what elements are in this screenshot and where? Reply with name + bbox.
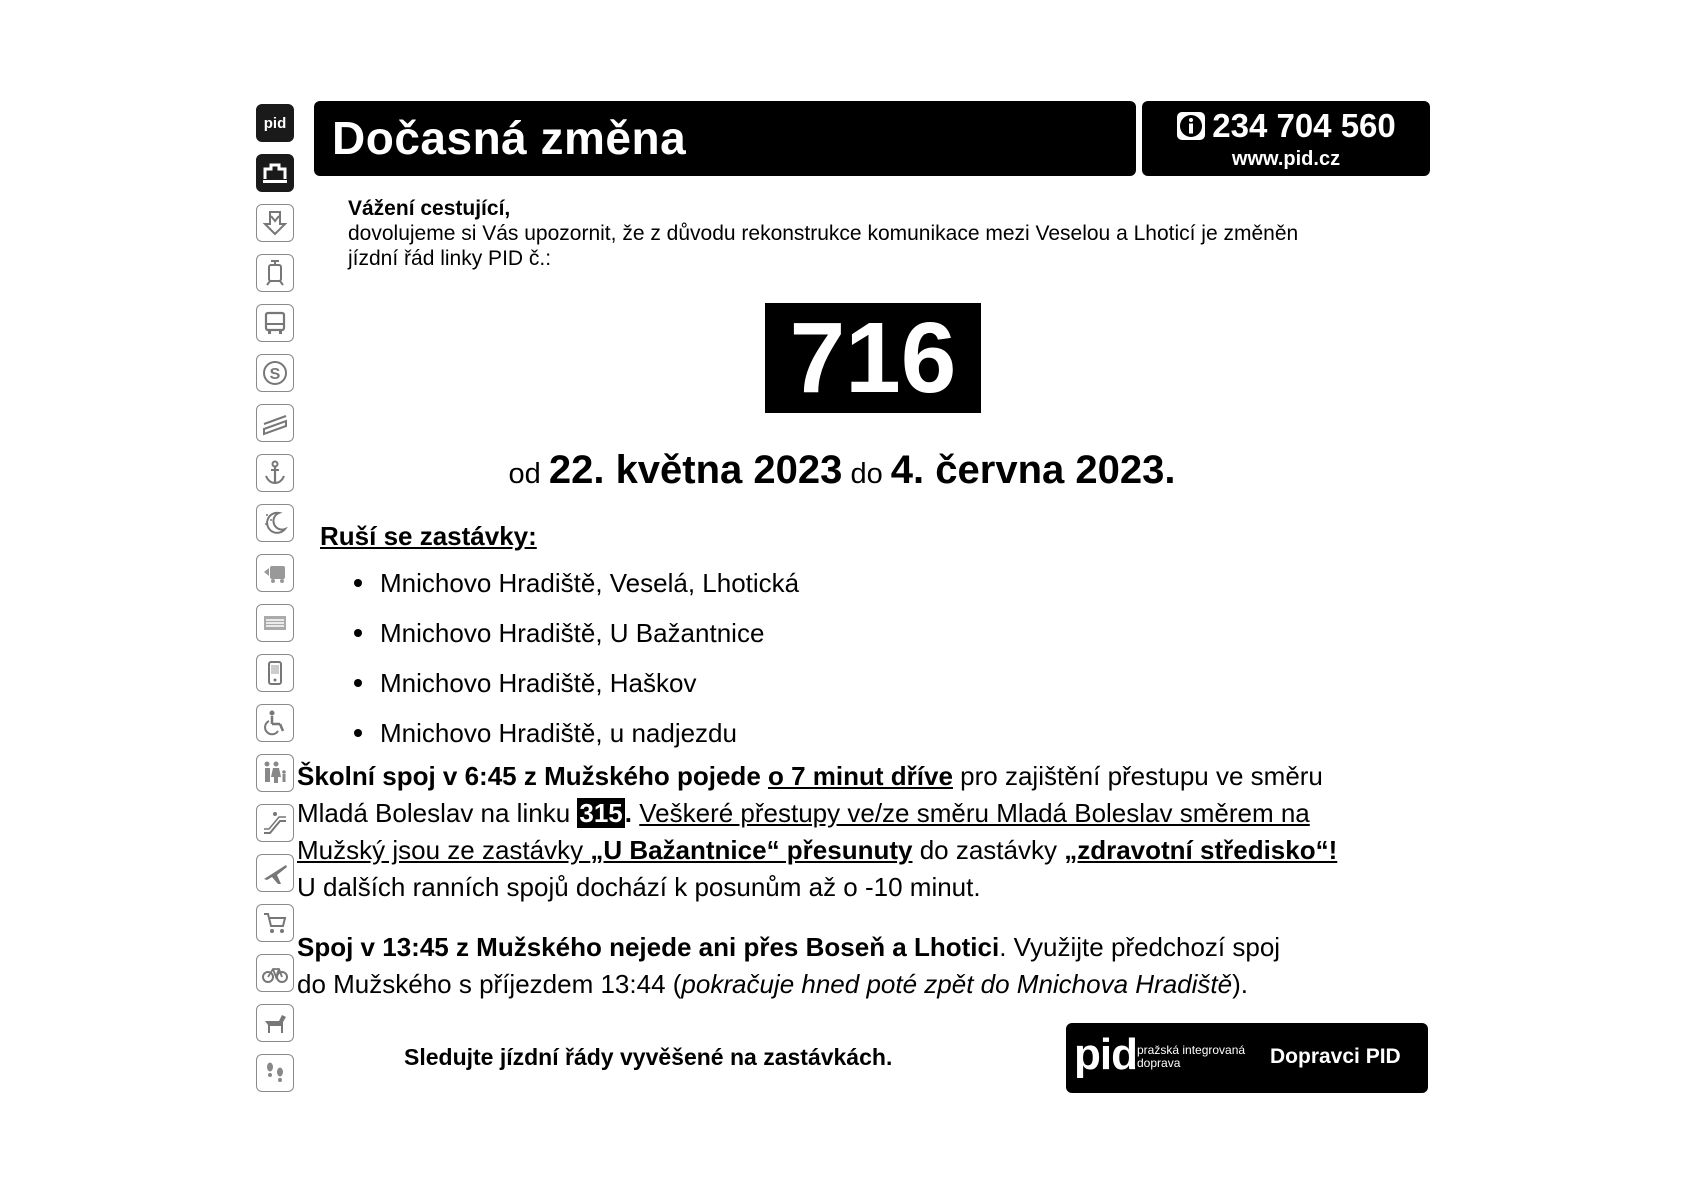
- page-title: Dočasná změna: [332, 112, 687, 164]
- para1-line-3: [297, 832, 1437, 869]
- stop-name: Mnichovo Hradiště, u nadjezdu: [380, 717, 737, 748]
- s-train-icon: [256, 354, 294, 392]
- list-item: [354, 658, 799, 708]
- list-item: [354, 558, 799, 608]
- text: pro zajištění přestupu ve směru: [952, 761, 1323, 791]
- intro-line-2: jízdní řád linky PID č.:: [348, 247, 552, 270]
- replacement-bus-icon: [256, 554, 294, 592]
- website-link[interactable]: www.pid.cz: [1231, 148, 1341, 170]
- para1-line-2: [297, 795, 1437, 832]
- bullet-icon: [354, 579, 362, 587]
- phone-number[interactable]: 234 704 560: [1212, 107, 1396, 144]
- logo-subtitle-line-1: pražská integrovaná: [1137, 1043, 1246, 1057]
- stop-name: Mnichovo Hradiště, Haškov: [380, 667, 697, 698]
- para1-line-4: U dalších ranních spojů dochází k posunům až o -10 minut.: [297, 872, 981, 902]
- cancelled-stops-heading: Ruší se zastávky:: [320, 521, 537, 551]
- bicycle-icon: [256, 954, 294, 992]
- para2-line-2: [297, 966, 1437, 1003]
- to-word: do: [850, 458, 883, 490]
- text: do Mužského s příjezdem 13:44 (: [297, 969, 682, 999]
- contact-box: [1142, 101, 1430, 176]
- text-underline: Veškeré přestupy ve/ze směru Mladá Boleslav směrem na: [639, 798, 1310, 828]
- bullet-icon: [354, 629, 362, 637]
- info-icon: [1176, 111, 1206, 141]
- text-bold: Spoj v 13:45 z Mužského nejede ani přes Boseň a Lhotici: [297, 932, 1000, 962]
- tram-icon: [256, 254, 294, 292]
- ticket-icon: [256, 604, 294, 642]
- text-underline: Mužský jsou ze zastávky: [297, 835, 591, 865]
- header-bar: [314, 101, 1136, 176]
- text-bold-underline: „U Bažantnice“ přesunuty: [590, 835, 913, 865]
- pid-logo-icon: pid: [256, 104, 294, 142]
- train-icon: [256, 154, 294, 192]
- bullet-icon: [354, 729, 362, 737]
- text: do zastávky: [912, 835, 1065, 865]
- afternoon-trip-paragraph: [297, 929, 1437, 1003]
- stroller-icon: [256, 904, 294, 942]
- line-number-badge: 716: [765, 303, 981, 413]
- text: Mladá Boleslav na linku: [297, 798, 578, 828]
- bullet-icon: [354, 679, 362, 687]
- from-word: od: [508, 458, 541, 490]
- intro-text: [348, 196, 1368, 271]
- carriers-label: Dopravci PID: [1270, 1045, 1401, 1068]
- night-icon: [256, 504, 294, 542]
- footer-note: Sledujte jízdní řády vyvěšené na zastávkách.: [404, 1044, 893, 1070]
- text-bold-underline: o 7 minut dříve: [768, 761, 953, 791]
- para1-line-1: [297, 758, 1437, 795]
- svg-text:S: S: [269, 366, 281, 383]
- list-item: [354, 708, 799, 758]
- text: ).: [1232, 969, 1248, 999]
- text-bold-underline: „zdravotní středisko“!: [1064, 835, 1338, 865]
- text: . Využijte předchozí spoj: [999, 932, 1281, 962]
- stop-name: Mnichovo Hradiště, U Bažantnice: [380, 617, 765, 648]
- footsteps-icon: [256, 1054, 294, 1092]
- to-date: 4. června 2023.: [890, 448, 1176, 492]
- pid-logo: pid: [1074, 1030, 1137, 1079]
- inline-line-badge: 315: [579, 798, 623, 828]
- bus-icon: [256, 304, 294, 342]
- school-trip-paragraph: [297, 758, 1437, 906]
- text-bold: Školní spoj v 6:45 z Mužského pojede: [297, 761, 761, 791]
- family-icon: [256, 754, 294, 792]
- para2-line-1: [297, 929, 1437, 966]
- text-italic: pokračuje hned poté zpět do Mnichova Hradiště: [681, 969, 1233, 999]
- intro-line-1: dovolujeme si Vás upozornit, že z důvodu rekonstrukce komunikace mezi Veselou a Lhoticí je změněn: [348, 222, 1299, 245]
- list-item: [354, 608, 799, 658]
- airplane-icon: [256, 854, 294, 892]
- wheelchair-icon: [256, 704, 294, 742]
- from-date: 22. května 2023: [548, 448, 843, 492]
- logo-subtitle-line-2: doprava: [1137, 1056, 1181, 1070]
- footer-logo-box: [1066, 1023, 1428, 1093]
- stop-name: Mnichovo Hradiště, Veselá, Lhotická: [380, 567, 800, 598]
- dog-icon: [256, 1004, 294, 1042]
- validity-dates: [0, 448, 1684, 493]
- mobile-ticket-icon: [256, 654, 294, 692]
- funicular-icon: [256, 404, 294, 442]
- metro-icon: [256, 204, 294, 242]
- greeting: Vážení cestující,: [348, 197, 511, 220]
- pid-logo-subtitle: [1137, 1044, 1245, 1070]
- escalator-icon: [256, 804, 294, 842]
- cancelled-stops-list: [354, 558, 799, 758]
- text-bold: .: [624, 798, 633, 828]
